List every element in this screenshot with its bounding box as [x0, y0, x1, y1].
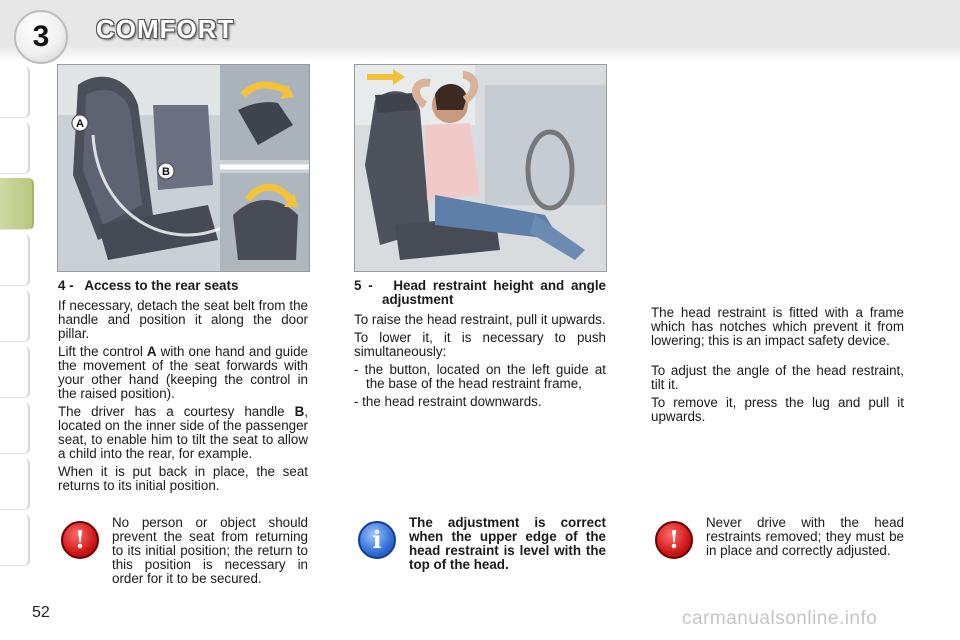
- section5-bullet-2: - the head restraint downwards.: [354, 394, 542, 409]
- chapter-tab-5[interactable]: [0, 290, 30, 342]
- section4-p2-text-end: with one hand and guide the movement of the seat forwards with your other hand (keeping the control in the raised position).: [58, 344, 308, 401]
- section5-number: 5 -: [354, 278, 373, 293]
- exclamation-icon: !: [655, 521, 693, 559]
- head-restraint-photo: [354, 64, 607, 272]
- chapter-tab-9[interactable]: [0, 514, 30, 566]
- info-icon: i: [358, 521, 396, 559]
- section4-p2-text: Lift the control: [58, 344, 147, 359]
- column3-paragraph-2: To adjust the angle of the head restraint, tilt it.: [651, 363, 904, 392]
- section5-title: Head restraint height and angle adjustment: [382, 278, 606, 307]
- chapter-tab-8[interactable]: [0, 458, 30, 510]
- chapter-tabs: [0, 66, 34, 576]
- header-fade: [0, 46, 960, 62]
- page-header: [0, 0, 960, 62]
- page-number: 52: [32, 604, 50, 621]
- chapter-tab-6[interactable]: [0, 346, 30, 398]
- section4-p2-control: A: [146, 344, 157, 359]
- section4-paragraph-2: [58, 345, 308, 401]
- exclamation-icon: !: [61, 521, 99, 559]
- chapter-number: 3: [14, 10, 68, 64]
- section4-heading: [58, 279, 308, 293]
- section4-p3-text: The driver has a courtesy handle: [58, 404, 295, 419]
- warning-notice-head-restraint: Never drive with the head restraints removed; they must be in place and correctly adjusted.: [706, 515, 904, 558]
- warning-notice-seat: No person or object should prevent the seat from returning to its initial position; the return to this position is necessary in order for it to be secured.: [112, 515, 308, 586]
- info-notice-adjustment: The adjustment is correct when the upper edge of the head restraint is level with the top of the head.: [409, 515, 606, 572]
- section4-p3-text-end: , located on the inner side of the passenger seat, to enable him to tilt the seat to allow a child into the rear, for example.: [58, 404, 308, 461]
- section-head-restraint: [354, 279, 606, 413]
- chapter-tab-3-active[interactable]: [0, 178, 34, 230]
- section4-p3-handle: B: [294, 404, 305, 419]
- head-restraint-illustration: [355, 65, 606, 271]
- section4-paragraph-3: [58, 405, 308, 461]
- column3-paragraph-3: To remove it, press the lug and pull it upwards.: [651, 395, 904, 424]
- head-restraint-details: [651, 306, 904, 428]
- chapter-title: COMFORT: [96, 14, 235, 44]
- seat-access-illustration: [58, 65, 309, 271]
- section5-heading: [354, 279, 606, 307]
- chapter-tab-4[interactable]: [0, 234, 30, 286]
- label-a: A: [76, 118, 84, 130]
- chapter-tab-1[interactable]: [0, 66, 30, 118]
- section4-number: 4 -: [58, 278, 74, 293]
- label-b: B: [162, 166, 170, 178]
- section5-paragraph-2: To lower it, it is necessary to push simultaneously:: [354, 330, 606, 359]
- section-rear-seat-access: [58, 279, 308, 497]
- section5-bullet-1: - the button, located on the left guide at the base of the head restraint frame,: [354, 362, 606, 391]
- seat-access-photo: [57, 64, 310, 272]
- section4-paragraph-1: If necessary, detach the seat belt from the handle and position it along the door pillar.: [58, 298, 308, 341]
- section4-paragraph-4: When it is put back in place, the seat returns to its initial position.: [58, 464, 308, 493]
- chapter-tab-7[interactable]: [0, 402, 30, 454]
- column3-paragraph-1: The head restraint is fitted with a frame which has notches which prevent it from lowering; this is an impact safety device.: [651, 305, 904, 348]
- watermark: carmanualsonline.info: [682, 608, 878, 629]
- section4-title: Access to the rear seats: [84, 278, 239, 293]
- chapter-tab-2[interactable]: [0, 122, 30, 174]
- section5-paragraph-1: To raise the head restraint, pull it upwards.: [354, 312, 606, 327]
